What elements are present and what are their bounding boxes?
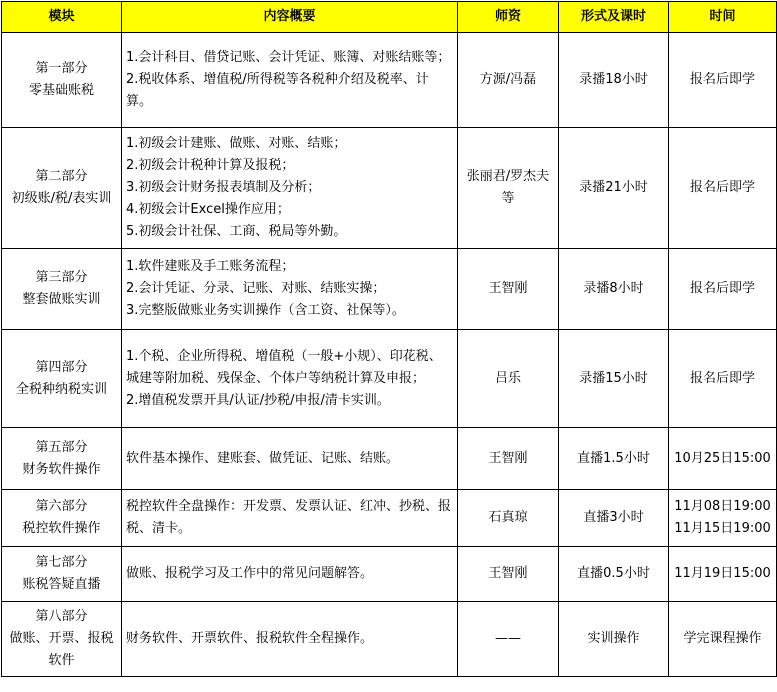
content-line: 1.会计科目、借贷记账、会计凭证、账簿、对账结账等；	[126, 50, 451, 65]
module-name: 财务软件操作	[22, 461, 101, 477]
format-cell: 录播8小时	[559, 249, 669, 330]
time-cell	[669, 428, 777, 490]
module-part: 第二部分	[35, 169, 88, 184]
time-cell	[669, 602, 777, 677]
header-teacher: 师资	[458, 2, 559, 33]
content-line: 2.税收体系、增值税/所得税等各税种介绍及税率、计算。	[126, 72, 429, 109]
content-line: 1.个税、企业所得税、增值税（一般+小规）、印花税、城建等附加税、残保金、个体户等纳税计算及申报；	[126, 348, 442, 386]
teacher-cell: 石真琼	[458, 490, 559, 547]
content-line: 3.初级会计财务报表填制及分析；	[126, 180, 321, 195]
content-line: 做账、报税学习及工作中的常见问题解答。	[126, 566, 374, 581]
module-name: 整套做账实训	[22, 292, 101, 307]
time-line: 11月08日19:00	[674, 499, 771, 514]
content-line: 财务软件、开票软件、报税软件全程操作。	[126, 631, 374, 646]
table-row	[2, 128, 777, 249]
module-name: 初级账/税/表实训	[11, 191, 112, 206]
time-line: 报名后即学	[689, 281, 755, 296]
time-line: 学完课程操作	[683, 631, 762, 646]
header-time: 时间	[669, 2, 777, 33]
module-part: 第五部分	[35, 439, 88, 455]
content-cell	[122, 249, 458, 330]
time-cell	[669, 128, 777, 249]
table-row	[2, 547, 777, 602]
content-cell	[122, 330, 458, 428]
format-cell: 直播0.5小时	[559, 547, 669, 602]
format-cell: 录播15小时	[559, 330, 669, 428]
format-cell: 直播1.5小时	[559, 428, 669, 490]
module-name: 账税答疑直播	[22, 577, 101, 592]
content-cell	[122, 547, 458, 602]
module-cell	[2, 128, 122, 249]
time-cell	[669, 330, 777, 428]
format-cell: 实训操作	[559, 602, 669, 677]
module-part: 第四部分	[35, 359, 88, 375]
header-content: 内容概要	[122, 2, 458, 33]
time-cell	[669, 33, 777, 128]
module-part: 第七部分	[35, 555, 88, 570]
module-part: 第八部分	[35, 609, 88, 624]
table-row	[2, 428, 777, 490]
time-line: 报名后即学	[689, 72, 755, 87]
time-cell	[669, 547, 777, 602]
time-cell	[669, 249, 777, 330]
time-line: 10月25日15:00	[674, 450, 771, 466]
module-cell	[2, 490, 122, 547]
table-body	[2, 33, 777, 677]
teacher-cell: 王智刚	[458, 249, 559, 330]
content-line: 1.软件建账及手工账务流程；	[126, 259, 295, 274]
content-line: 1.初级会计建账、做账、对账、结账；	[126, 136, 347, 151]
format-cell: 录播18小时	[559, 33, 669, 128]
time-line: 11月15日19:00	[674, 521, 771, 536]
module-name: 做账、开票、报税软件	[9, 631, 114, 668]
header-module: 模块	[2, 2, 122, 33]
table-row	[2, 249, 777, 330]
header-row	[2, 2, 777, 33]
table-row	[2, 602, 777, 677]
module-cell	[2, 602, 122, 677]
content-cell	[122, 128, 458, 249]
time-cell	[669, 490, 777, 547]
table-row	[2, 33, 777, 128]
content-line: 税控软件全盘操作：开发票、发票认证、红冲、抄税、报税、清卡。	[126, 499, 452, 536]
format-cell: 直播3小时	[559, 490, 669, 547]
content-line: 5.初级会计社保、工商、税局等外勤。	[126, 224, 347, 239]
content-line: 软件基本操作、建账套、做凭证、记账、结账。	[126, 450, 400, 466]
content-cell	[122, 490, 458, 547]
teacher-cell: 王智刚	[458, 428, 559, 490]
format-cell: 录播21小时	[559, 128, 669, 249]
teacher-cell: 吕乐	[458, 330, 559, 428]
table-row	[2, 330, 777, 428]
content-cell	[122, 33, 458, 128]
content-line: 2.初级会计税种计算及报税；	[126, 158, 295, 173]
table-row	[2, 490, 777, 547]
teacher-cell: ——	[458, 602, 559, 677]
time-line: 11月19日15:00	[674, 566, 771, 581]
module-part: 第一部分	[35, 61, 88, 76]
module-cell	[2, 547, 122, 602]
module-part: 第六部分	[35, 499, 88, 514]
teacher-cell: 王智刚	[458, 547, 559, 602]
module-cell	[2, 330, 122, 428]
content-line: 4.初级会计Excel操作应用；	[126, 202, 290, 217]
content-cell	[122, 428, 458, 490]
time-line: 报名后即学	[689, 180, 755, 195]
module-name: 税控软件操作	[22, 521, 101, 536]
module-name: 零基础账税	[28, 83, 94, 98]
content-line: 3.完整版做账业务实训操作（含工资、社保等）。	[126, 303, 405, 318]
time-line: 报名后即学	[689, 370, 755, 386]
content-line: 2.会计凭证、分录、记账、对账、结账实操；	[126, 281, 386, 296]
module-cell	[2, 428, 122, 490]
module-cell	[2, 33, 122, 128]
module-name: 全税种纳税实训	[15, 381, 107, 397]
teacher-cell: 方源/冯磊	[458, 33, 559, 128]
header-format: 形式及课时	[559, 2, 669, 33]
content-line: 2.增值税发票开具/认证/抄税/申报/清卡实训。	[126, 392, 390, 408]
module-cell	[2, 249, 122, 330]
content-cell	[122, 602, 458, 677]
module-part: 第三部分	[35, 270, 88, 285]
course-schedule-table	[1, 1, 777, 677]
teacher-cell: 张丽君/罗杰夫等	[458, 128, 559, 249]
